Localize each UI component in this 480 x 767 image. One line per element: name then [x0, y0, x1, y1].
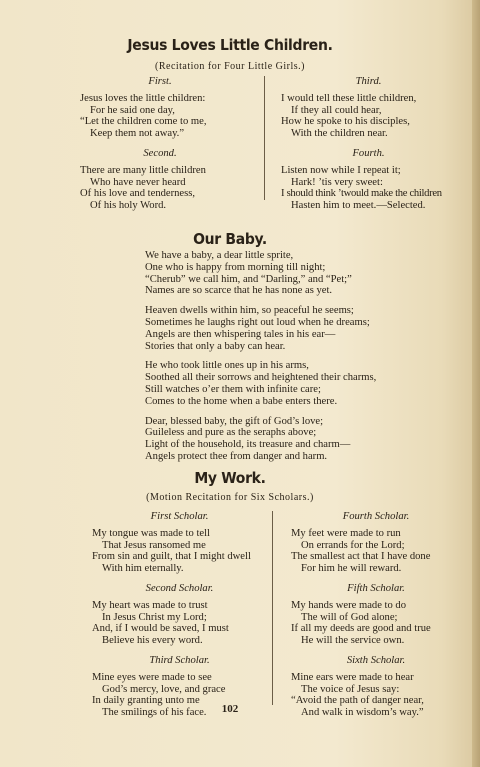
- poem3-fourth: [291, 511, 461, 575]
- verse-line: The smilings of his face.: [102, 707, 207, 719]
- part-heading: Fourth.: [352, 147, 385, 159]
- verse-line: Guileless and pure as the seraphs above;: [145, 427, 317, 439]
- verse-line: He who took little ones up in his arms,: [145, 360, 309, 372]
- verse-line: If they all could hear,: [291, 104, 382, 116]
- verse-line: Sometimes he laughs right out loud when he dreams;: [145, 316, 370, 328]
- verse-line: Soothed all their sorrows and heightened their charms,: [145, 372, 377, 384]
- poem2-body: [145, 250, 376, 471]
- verse-line: The will of God alone;: [301, 611, 398, 623]
- part-heading: First.: [148, 76, 172, 87]
- verse-line: Heaven dwells within him, so peaceful he seems;: [145, 305, 354, 317]
- verse-line: Comes to the home when a babe enters there.: [145, 395, 338, 407]
- verse-line: Jesus loves the little children:: [80, 92, 206, 104]
- verse-line: In Jesus Christ my Lord;: [102, 611, 207, 623]
- verse-line: For he said one day,: [90, 104, 175, 116]
- column-divider: [264, 76, 265, 200]
- verse-line: Names are so scarce that he has none as yet.: [145, 285, 333, 297]
- poem3-left-column: [92, 511, 267, 727]
- verse-line: Hasten him to meet.—Selected.: [291, 200, 426, 212]
- verse-line: God’s mercy, love, and grace: [102, 683, 226, 695]
- verse-line: On errands for the Lord;: [301, 539, 405, 551]
- part-heading: Fifth Scholar.: [347, 582, 405, 594]
- poem1-right-column: [281, 76, 456, 220]
- verse-line: My feet were made to run: [291, 527, 401, 539]
- verse-line: Hark! ’tis very sweet:: [291, 176, 383, 188]
- verse-line: With him eternally.: [102, 563, 184, 575]
- part-heading: Second Scholar.: [145, 582, 214, 594]
- poem3-second: [92, 583, 267, 647]
- verse-line: How he spoke to his disciples,: [281, 116, 410, 128]
- verse-line: And walk in wisdom’s way.”: [301, 707, 424, 719]
- poem3-fifth: [291, 583, 461, 647]
- page-edge: [472, 0, 480, 767]
- poem1-title: Jesus Loves Little Children.: [127, 36, 333, 54]
- part-heading: Sixth Scholar.: [346, 654, 406, 666]
- stanza: [145, 416, 376, 463]
- part-heading: Third.: [355, 76, 382, 87]
- poem1-first: [80, 76, 240, 140]
- verse-line: Stories that only a baby can hear.: [145, 340, 286, 352]
- verse-line: Of his love and tenderness,: [80, 188, 196, 200]
- verse-line: My tongue was made to tell: [92, 527, 210, 539]
- verse-line: And, if I would be saved, I must: [92, 623, 229, 635]
- part-heading: Second.: [143, 147, 177, 159]
- column-divider: [272, 511, 273, 705]
- verse-line: One who is happy from morning till night;: [145, 261, 326, 273]
- verse-line: Still watches o’er them with infinite care;: [145, 383, 321, 395]
- poem1-subtitle: (Recitation for Four Little Girls.): [155, 61, 305, 72]
- verse-line: Believe his every word.: [102, 635, 203, 647]
- stanza: [145, 360, 376, 407]
- verse-line: Angels protect thee from danger and harm.: [145, 450, 328, 462]
- verse-line: Mine ears were made to hear: [291, 671, 414, 683]
- verse-line: “Cherub” we call him, and “Darling,” and “Pet;”: [145, 273, 352, 285]
- verse-line: Keep them not away.”: [90, 128, 185, 140]
- part-heading: Third Scholar.: [149, 654, 210, 666]
- verse-line: I would tell these little children,: [281, 92, 417, 104]
- poem2-title: Our Baby.: [193, 230, 267, 248]
- poem1-fourth: [281, 148, 456, 212]
- part-heading: Fourth Scholar.: [342, 511, 410, 522]
- page-number: 102: [221, 703, 239, 715]
- stanza: [145, 305, 376, 352]
- poem1-left-column: [80, 76, 240, 220]
- verse-line: Light of the household, its treasure and charm—: [145, 439, 351, 451]
- verse-line: For him he will reward.: [301, 563, 402, 575]
- verse-line: Listen now while I repeat it;: [281, 164, 401, 176]
- verse-line: Dear, blessed baby, the gift of God’s love;: [145, 415, 324, 427]
- verse-line: Of his holy Word.: [90, 200, 167, 212]
- verse-line: There are many little children: [80, 164, 206, 176]
- poem1-second: [80, 148, 240, 212]
- verse-line: With the children near.: [291, 128, 388, 140]
- verse-line: My hands were made to do: [291, 599, 407, 611]
- poem3-first: [92, 511, 267, 575]
- stanza: [145, 250, 376, 297]
- verse-line: The smallest act that I have done: [291, 551, 431, 563]
- verse-line: That Jesus ransomed me: [102, 539, 206, 551]
- verse-line: “Let the children come to me,: [80, 116, 207, 128]
- verse-line: My heart was made to trust: [92, 599, 208, 611]
- poem3-right-column: [291, 511, 461, 727]
- verse-line: The voice of Jesus say:: [301, 683, 400, 695]
- verse-line: “Avoid the path of danger near,: [291, 695, 424, 707]
- verse-line: In daily granting unto me: [92, 695, 200, 707]
- verse-line: If all my deeds are good and true: [291, 623, 431, 635]
- poem1-third: [281, 76, 456, 140]
- verse-line: He will the service own.: [301, 635, 405, 647]
- poem3-subtitle: (Motion Recitation for Six Scholars.): [146, 492, 314, 503]
- verse-line: Angels are then whispering tales in his ear—: [145, 328, 336, 340]
- verse-line: I should think ’twould make the children: [281, 188, 442, 200]
- verse-line: From sin and guilt, that I might dwell: [92, 551, 251, 563]
- verse-line: We have a baby, a dear little sprite,: [145, 250, 294, 261]
- poem3-title: My Work.: [194, 469, 266, 487]
- verse-line: Who have never heard: [90, 176, 186, 188]
- verse-line: Mine eyes were made to see: [92, 671, 212, 683]
- part-heading: First Scholar.: [150, 511, 209, 522]
